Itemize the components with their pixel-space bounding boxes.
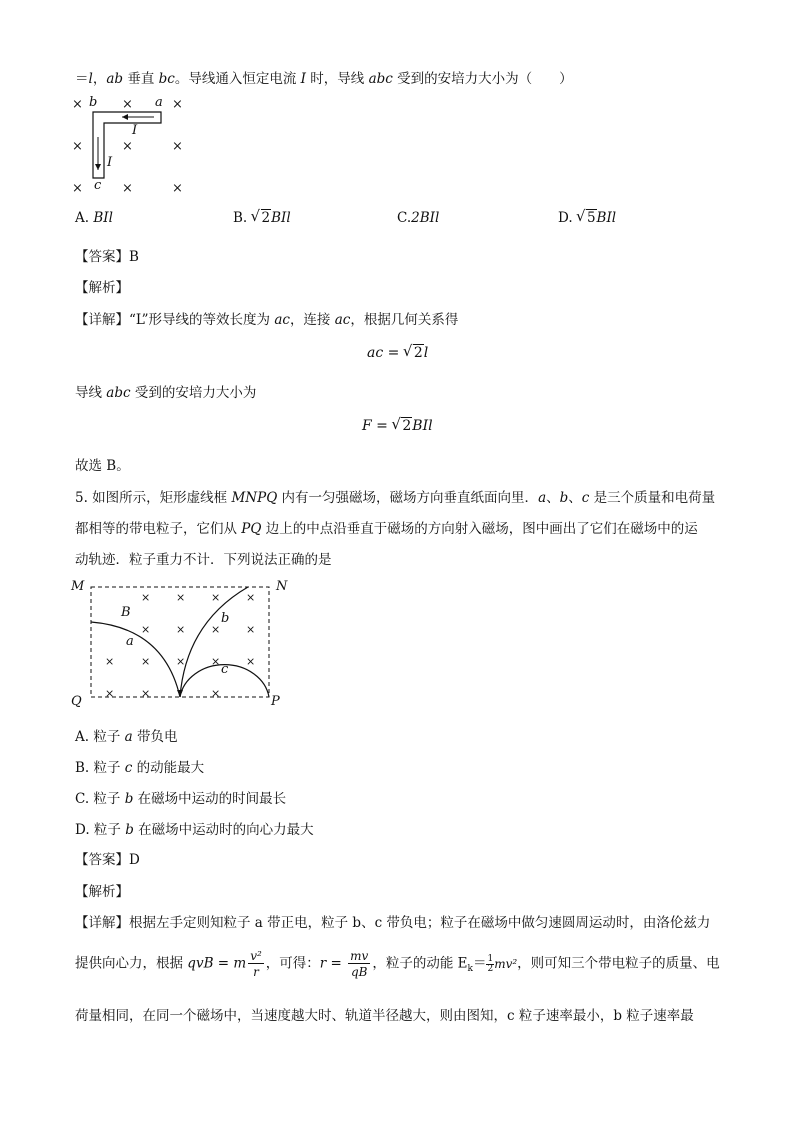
l-wire-figure: [66, 92, 196, 196]
arrowhead-icon: [122, 114, 128, 120]
label-b: b: [89, 95, 98, 110]
text: 边上的中点沿垂直于磁场的方向射入磁场，图中画出了它们在磁场中的运: [261, 521, 698, 537]
option-text: D. 粒子: [75, 822, 126, 838]
analysis-label: 【解析】: [75, 280, 129, 296]
cross-mark: ×: [176, 623, 186, 636]
formula-rhs: BIl: [412, 418, 433, 434]
detail-line: [75, 911, 710, 931]
option-text: 在磁场中运动时的向心力最大: [133, 822, 314, 838]
cross-mark: ×: [176, 591, 186, 604]
option-letter: D.: [558, 210, 573, 226]
formula-lhs: ac: [367, 345, 384, 361]
cross-mark: ×: [246, 623, 256, 636]
var-ac: ac: [274, 312, 290, 328]
sqrt-symbol: [577, 210, 597, 226]
text: 受到的安培力大小为（ ）: [392, 71, 573, 87]
cross-mark: ×: [105, 687, 115, 700]
text: 内有一匀强磁场，磁场方向垂直纸面向里．: [277, 490, 539, 506]
option-letter: A.: [75, 210, 90, 226]
detail-line: [75, 381, 256, 401]
cross-mark: ×: [246, 655, 256, 668]
equals: =: [383, 345, 404, 361]
question-stem-line: [75, 67, 573, 87]
detail-line: [75, 308, 458, 328]
numerator: mv: [350, 949, 369, 963]
sqrt-symbol: [392, 418, 412, 434]
text: 5. 如图所示，矩形虚线框: [75, 490, 232, 506]
text: “L”形导线的等效长度为: [129, 312, 275, 328]
option-c[interactable]: [75, 787, 286, 807]
text: 时，导线: [305, 71, 369, 87]
label-c: c: [221, 662, 229, 677]
formula-r: r: [319, 955, 327, 972]
text: 、: [568, 490, 582, 506]
var: c: [124, 760, 133, 776]
text: 都相等的带电粒子，它们从: [75, 521, 242, 537]
option-text: C. 粒子: [75, 791, 125, 807]
var-ab: ab: [106, 71, 124, 87]
q5-stem-line: [75, 486, 715, 506]
var-bc: bc: [158, 71, 175, 87]
fraction-mv-qB: [348, 950, 370, 978]
label-P: P: [271, 694, 280, 709]
var-I: I: [300, 71, 306, 87]
var-MNPQ: MNPQ: [231, 490, 278, 506]
sqrt-symbol: [404, 345, 424, 361]
option-value: BIl: [596, 210, 617, 226]
formula-qvB: qvB: [187, 955, 214, 972]
option-c[interactable]: [397, 210, 439, 226]
option-b[interactable]: [233, 210, 291, 226]
cross-mark: ×: [172, 97, 183, 112]
option-letter: B.: [233, 210, 248, 226]
var-abc: abc: [368, 71, 393, 87]
text: ，则可知三个带电粒子的质量、电: [517, 955, 720, 972]
cross-mark: ×: [211, 655, 221, 668]
option-value: BIl: [93, 210, 113, 226]
text: ，: [92, 71, 107, 87]
var-ac: ac: [334, 312, 351, 328]
cross-mark: ×: [211, 623, 221, 636]
cross-mark: ×: [141, 623, 151, 636]
label-N: N: [276, 579, 288, 594]
radicand: 2: [402, 418, 412, 434]
entry-point-arrow-icon: [177, 690, 183, 697]
label-M: M: [71, 579, 85, 594]
text: ，根据几何关系得: [350, 312, 459, 328]
formula-lhs: F: [362, 418, 372, 434]
cross-mark: ×: [172, 139, 183, 154]
text: 是三个质量和电荷量: [589, 490, 716, 506]
option-d[interactable]: [558, 210, 616, 226]
cross-mark: ×: [141, 591, 151, 604]
option-a[interactable]: [75, 210, 113, 226]
var-b: b: [559, 490, 569, 506]
arrowhead-icon: [95, 164, 101, 170]
text: 提供向心力，根据: [75, 955, 188, 972]
label-I: I: [107, 155, 113, 170]
q5-stem-line: [75, 517, 698, 537]
subscript-k: k: [467, 964, 473, 975]
text: 导线: [75, 385, 107, 401]
text: 受到的安培力大小为: [130, 385, 257, 401]
cross-mark: ×: [141, 687, 151, 700]
option-d[interactable]: [75, 818, 314, 838]
cross-mark: ×: [211, 687, 221, 700]
var-l: l: [88, 71, 93, 87]
analysis-label: 【解析】: [75, 884, 129, 900]
radicand: 2: [261, 210, 271, 226]
q5-stem-line: 动轨迹．粒子重力不计．下列说法正确的是: [75, 552, 332, 568]
var: b: [124, 791, 134, 807]
equals: =: [371, 418, 393, 434]
cross-mark: ×: [72, 97, 83, 112]
numerator: 1: [487, 953, 494, 964]
choose-line: 故选 B。: [75, 458, 130, 474]
cross-mark: ×: [72, 181, 83, 196]
answer-label: 【答案】D: [75, 852, 140, 868]
denominator: r: [253, 965, 259, 979]
detail-label: 【详解】: [75, 312, 129, 328]
detail-line: 荷量相同，在同一个磁场中，当速度越大时、轨道半径越大，则由图知，c 粒子速率最小，b 粒子速率最: [75, 1008, 694, 1024]
sqrt-symbol: [252, 210, 272, 226]
option-text: A. 粒子: [75, 729, 125, 745]
cross-mark: ×: [72, 139, 83, 154]
option-text: 带负电: [132, 729, 178, 745]
var-a: a: [538, 490, 547, 506]
cross-mark: ×: [122, 97, 133, 112]
denominator: qB: [351, 965, 368, 979]
text: 、: [546, 490, 560, 506]
label-a: a: [155, 95, 163, 110]
text: 根据左手定则知粒子 a 带正电，粒子 b、c 带负电；粒子在磁场中做匀速圆周运动时，由洛伦兹力: [129, 915, 711, 931]
label-b: b: [221, 611, 230, 626]
formula-rhs: l: [423, 345, 429, 361]
detail-label: 【详解】: [75, 915, 129, 931]
radicand: 2: [413, 345, 423, 361]
label-I: I: [132, 123, 138, 138]
magnetic-field-figure: [68, 573, 293, 713]
detail-line-formulas: [75, 950, 720, 978]
var: b: [125, 822, 134, 838]
text: ，粒子的动能 E: [372, 955, 468, 972]
equals: =: [326, 955, 347, 972]
cross-mark: ×: [246, 591, 256, 604]
option-text: 的动能最大: [132, 760, 205, 776]
equals: ＝: [472, 955, 487, 972]
cross-mark: ×: [105, 655, 115, 668]
var: a: [124, 729, 133, 745]
formula-mv2: mv²: [494, 957, 518, 971]
var-abc: abc: [106, 385, 131, 401]
option-value: BIl: [271, 210, 291, 226]
cross-mark: ×: [141, 655, 151, 668]
label-a: a: [126, 634, 134, 649]
var-PQ: PQ: [241, 521, 262, 537]
label-c: c: [94, 178, 102, 193]
text: 垂直: [123, 71, 159, 87]
option-a[interactable]: [75, 725, 177, 745]
option-letter: C.: [397, 210, 412, 226]
cross-mark: ×: [176, 655, 186, 668]
formula-F: [362, 418, 433, 434]
option-value: 2BIl: [411, 210, 440, 226]
cross-mark: ×: [122, 139, 133, 154]
option-b[interactable]: [75, 756, 204, 776]
option-text: 在磁场中运动的时间最长: [133, 791, 287, 807]
numerator: v²: [250, 949, 262, 963]
cross-mark: ×: [211, 591, 221, 604]
label-Q: Q: [71, 694, 82, 709]
cross-mark: ×: [172, 181, 183, 196]
fraction-v2-r: [248, 950, 264, 978]
formula-m: = m: [213, 955, 247, 972]
cross-mark: ×: [122, 181, 133, 196]
answer-label: 【答案】B: [75, 249, 139, 265]
formula-ac: [367, 345, 428, 361]
text: ，连接: [289, 312, 335, 328]
option-text: B. 粒子: [75, 760, 125, 776]
radicand: 5: [586, 210, 596, 226]
text: ，可得：: [265, 955, 320, 972]
text: ＝: [75, 71, 89, 87]
denominator: 2: [487, 963, 494, 974]
text: 。导线通入恒定电流: [174, 71, 301, 87]
label-B: B: [121, 605, 131, 620]
var-c: c: [581, 490, 590, 506]
